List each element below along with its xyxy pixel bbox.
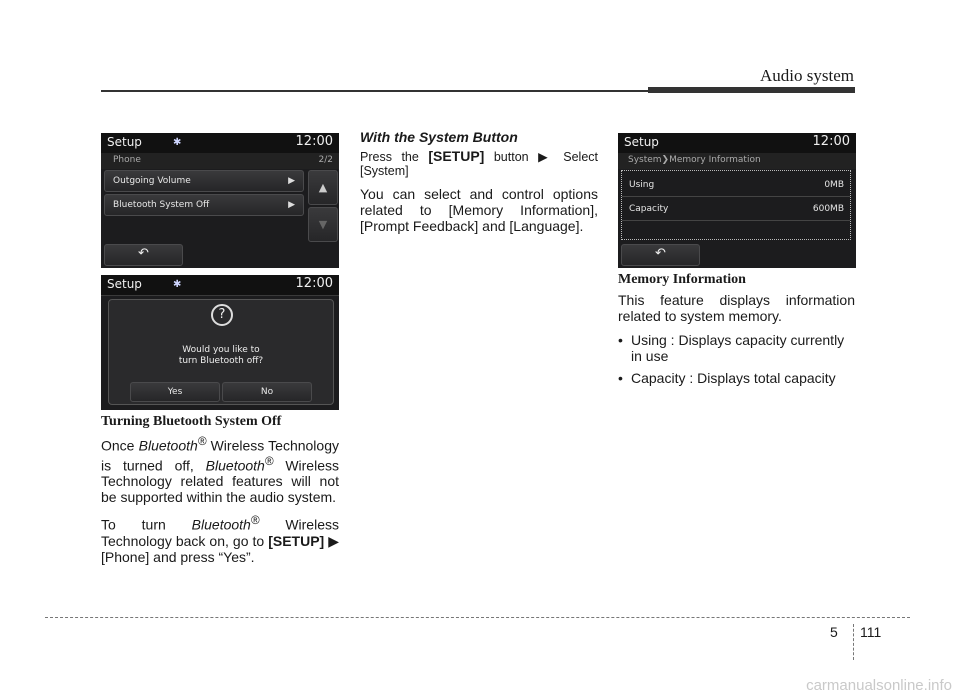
clock: 12:00 xyxy=(295,134,333,149)
breadcrumb: System❯Memory Information xyxy=(628,155,761,165)
memory-information-screen xyxy=(618,133,856,268)
text: Once xyxy=(101,437,139,454)
screen-subtitle: Phone xyxy=(113,155,141,165)
bluetooth-term: Bluetooth xyxy=(138,437,198,454)
text: To turn xyxy=(101,516,192,533)
arrow-right-icon: ▶ xyxy=(288,200,295,210)
bullet-text: Using : Displays capacity currently in use xyxy=(631,332,845,364)
section-number: 5 xyxy=(830,624,838,640)
screen-subtitle-bar xyxy=(618,153,856,169)
screen-title: Setup xyxy=(107,277,142,291)
info-row-capacity xyxy=(622,198,850,221)
caption-memory-information: Memory Information xyxy=(618,272,746,287)
scroll-up-button[interactable] xyxy=(308,170,338,205)
memory-info-panel xyxy=(621,170,851,240)
bullet-text: Capacity : Displays total capacity xyxy=(631,370,836,386)
back-button[interactable] xyxy=(621,244,700,266)
column3-body xyxy=(618,292,855,386)
column2-body xyxy=(360,149,598,242)
paragraph xyxy=(101,513,339,565)
bullet: • xyxy=(618,370,623,386)
screen-subtitle-bar xyxy=(101,153,339,169)
back-icon: ↶ xyxy=(138,246,149,261)
dialog-message-line: turn Bluetooth off? xyxy=(178,356,264,366)
info-label: Capacity xyxy=(629,204,669,214)
clock: 12:00 xyxy=(812,134,850,149)
watermark: carmanualsonline.info xyxy=(806,677,952,694)
bluetooth-icon: ✱ xyxy=(173,279,182,290)
arrow-right-icon: ▶ xyxy=(538,150,554,164)
page-number: 111 xyxy=(860,624,882,640)
paragraph: You can select and control options related to [Memory Information], [Prompt Feedback] and [Language]. xyxy=(360,186,598,234)
screen-status-bar xyxy=(618,133,856,154)
paragraph xyxy=(101,434,339,505)
page-separator xyxy=(853,624,854,660)
arrow-right-icon: ▶ xyxy=(288,176,295,186)
screen-status-bar xyxy=(101,133,339,154)
header-accent-bar xyxy=(648,87,855,93)
bluetooth-system-off-button[interactable] xyxy=(104,194,304,216)
back-icon: ↶ xyxy=(655,246,666,261)
setup-key: [SETUP] xyxy=(268,532,325,549)
yes-button[interactable]: Yes xyxy=(130,382,220,402)
dialog-message xyxy=(109,345,333,367)
registered-mark: ® xyxy=(197,435,207,448)
screen-status-bar xyxy=(101,275,339,296)
info-label: Using xyxy=(629,180,655,190)
confirm-dialog xyxy=(108,299,334,405)
info-value: 600MB xyxy=(812,204,844,214)
phone-setup-screen xyxy=(101,133,339,268)
text: Wireless Technology is turned off, xyxy=(101,437,339,474)
clock: 12:00 xyxy=(295,276,333,291)
question-icon: ? xyxy=(211,304,233,326)
caption-turning-bluetooth-off: Turning Bluetooth System Off xyxy=(101,414,282,429)
dialog-message-line: Would you like to xyxy=(182,345,260,355)
column1-body xyxy=(101,434,339,573)
back-button[interactable] xyxy=(104,244,183,266)
menu-item-label: Outgoing Volume xyxy=(113,176,191,186)
arrow-right-icon: ▶ xyxy=(328,532,340,549)
page-indicator: 2/2 xyxy=(318,155,333,165)
registered-mark: ® xyxy=(250,514,260,528)
text: button xyxy=(484,150,539,164)
setup-key: [SETUP] xyxy=(428,148,485,164)
bullet: • xyxy=(618,332,623,348)
text: Select [System] xyxy=(360,150,599,178)
paragraph: This feature displays information related to system memory. xyxy=(618,292,855,324)
outgoing-volume-button[interactable] xyxy=(104,170,304,192)
list-item xyxy=(618,370,855,386)
arrow-up-icon: ▲ xyxy=(318,181,328,194)
bluetooth-term: Bluetooth xyxy=(205,457,265,474)
text: Press the xyxy=(360,150,429,164)
heading-system-button: With the System Button xyxy=(360,129,518,145)
bluetooth-term: Bluetooth xyxy=(191,516,251,533)
screen-title: Setup xyxy=(624,135,659,149)
scroll-down-button[interactable] xyxy=(308,207,338,242)
info-row-using xyxy=(622,174,850,197)
section-title: Audio system xyxy=(760,66,854,85)
bluetooth-icon: ✱ xyxy=(173,137,182,148)
screen-title: Setup xyxy=(107,135,142,149)
text: Wireless Technology related features will not be supported within the audio system. xyxy=(101,457,339,506)
paragraph xyxy=(360,149,598,178)
registered-mark: ® xyxy=(264,454,274,468)
bluetooth-off-dialog-screen xyxy=(101,275,339,410)
no-button[interactable]: No xyxy=(222,382,312,402)
list-item xyxy=(618,332,855,364)
text: Wireless Technology back on, go to xyxy=(101,516,339,549)
info-value: 0MB xyxy=(824,180,844,190)
arrow-down-icon: ▼ xyxy=(318,218,328,231)
text: [Phone] and press “Yes”. xyxy=(101,548,255,565)
menu-item-label: Bluetooth System Off xyxy=(113,200,210,210)
footer-rule xyxy=(45,617,910,618)
